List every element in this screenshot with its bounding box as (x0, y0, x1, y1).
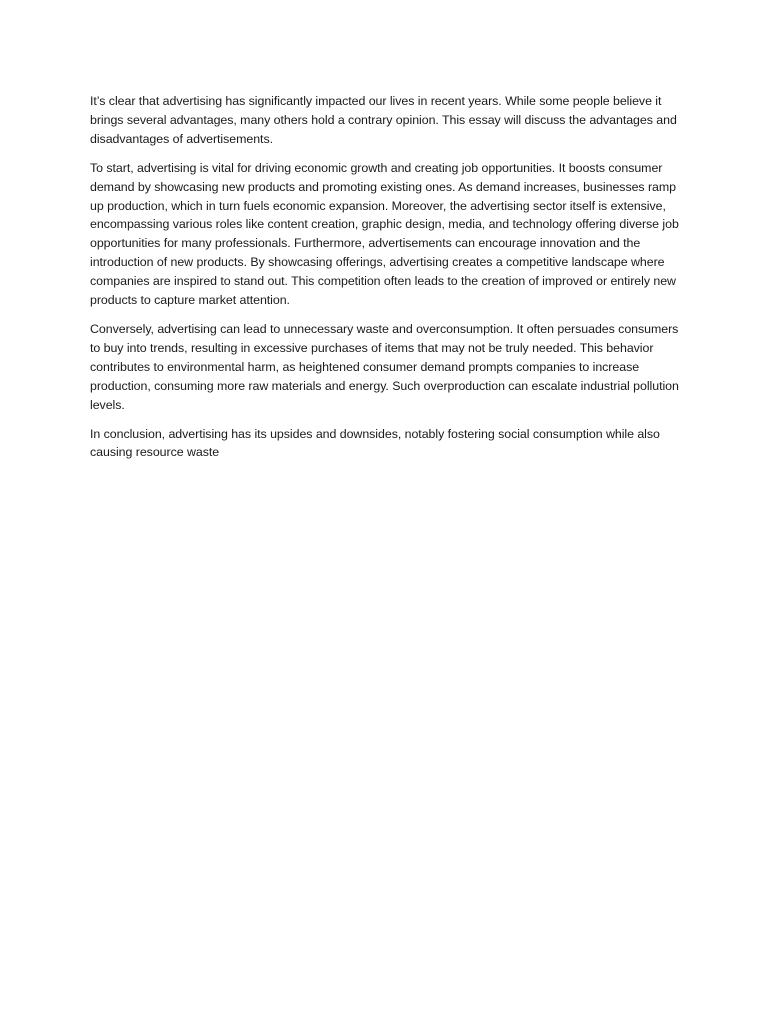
paragraph-introduction: It’s clear that advertising has significantly impacted our lives in recent years. While some people believe it brings several advantages, many others hold a contrary opinion. This essay will discuss the advantages and disadvantages of advertisements. (90, 94, 677, 146)
paragraph-disadvantages: Conversely, advertising can lead to unnecessary waste and overconsumption. It often persuades consumers to buy into trends, resulting in excessive purchases of items that may not be truly needed. This behavior contributes to environmental harm, as heightened consumer demand prompts companies to increase production, consuming more raw materials and energy. Such overproduction can escalate industrial pollution levels. (90, 321, 679, 412)
paragraph-advantages: To start, advertising is vital for driving economic growth and creating job opportunities. It boosts consumer demand by showcasing new products and promoting existing ones. As demand increases, businesses ramp up production, which in turn fuels economic expansion. Moreover, the advertising sector itself is extensive, encompassing various roles like content creation, graphic design, media, and technology offering diverse job opportunities for many professionals. Furthermore, advertisements can encourage innovation and the introduction of new products. By showcasing offerings, advertising creates a competitive landscape where companies are inspired to stand out. This competition often leads to the creation of improved or entirely new products to capture market attention. (90, 160, 679, 308)
paragraph-conclusion: In conclusion, advertising has its upsides and downsides, notably fostering social consumption while also causing resource waste (90, 426, 660, 460)
document-body (90, 92, 682, 472)
